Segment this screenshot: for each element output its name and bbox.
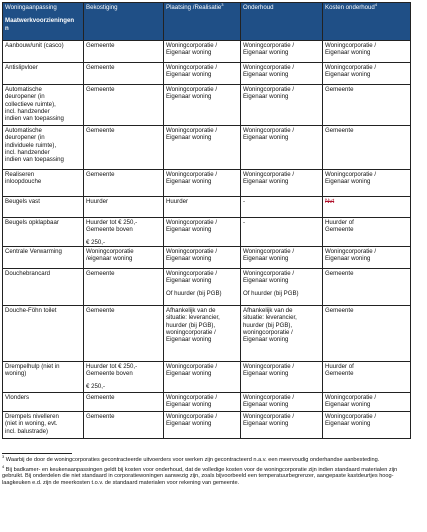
cell-text: Woningcorporatie / xyxy=(243,394,295,401)
cell-text: Eigenaar woning xyxy=(325,255,371,263)
cell-woningaanpassing xyxy=(3,63,84,85)
cell-text: Woningcorporatie / xyxy=(166,171,218,178)
cell-text: Eigenaar woning xyxy=(325,178,371,186)
cell-text: woningcorporatie / xyxy=(166,328,216,336)
cell-text: Eigenaar woning xyxy=(166,134,212,142)
cell-plaatsing xyxy=(164,362,241,393)
cell-text: Gemeente xyxy=(86,394,115,401)
table-row xyxy=(3,306,411,362)
cell-text: Gemeente xyxy=(86,64,115,71)
cell-plaatsing xyxy=(164,218,241,247)
cell-text: Gemeente xyxy=(325,127,354,134)
cell-woningaanpassing xyxy=(3,170,84,197)
cell-kosten-onderhoud xyxy=(323,269,411,306)
cell-text: Eigenaar woning xyxy=(243,49,289,57)
cell-bekostiging xyxy=(84,170,164,197)
table-row xyxy=(3,85,411,126)
cell-text: Afhankelijk van de xyxy=(166,307,216,314)
cell-text: Gemeente xyxy=(86,413,115,420)
cell-bekostiging xyxy=(84,63,164,85)
cell-plaatsing xyxy=(164,170,241,197)
header-label: Kosten onderhoud xyxy=(325,4,375,11)
cell-text: Drempelhulp (niet in xyxy=(5,363,60,370)
cell-text: Woningcorporatie / xyxy=(325,248,377,255)
header-text xyxy=(325,4,408,11)
footnote-ref: 4 xyxy=(374,2,378,7)
cell-plaatsing xyxy=(164,306,241,362)
cell-text: situatie: leverancier, xyxy=(243,314,297,322)
cell-text: Eigenaar woning xyxy=(325,71,371,79)
cell-onderhoud xyxy=(241,218,323,247)
maatwerk-table xyxy=(2,2,411,439)
header-bekostiging xyxy=(84,3,164,41)
cell-text: Realiseren xyxy=(5,171,35,178)
cell-text: Eigenaar woning xyxy=(325,49,371,57)
cell-kosten-onderhoud xyxy=(323,306,411,362)
cell-bekostiging xyxy=(84,393,164,412)
cell-text: Gemeente xyxy=(325,270,354,277)
cell-text: Woningcorporatie / xyxy=(166,219,218,226)
cell-text: Huurder xyxy=(166,198,189,205)
cell-text: inloopdouche xyxy=(5,178,42,186)
cell-onderhoud xyxy=(241,393,323,412)
cell-plaatsing xyxy=(164,197,241,218)
cell-text: € 250,- xyxy=(86,382,105,390)
cell-text: Woningcorporatie / xyxy=(325,64,377,71)
cell-plaatsing xyxy=(164,85,241,126)
cell-text: Eigenaar woning xyxy=(243,401,289,409)
cell-text: Woningcorporatie / xyxy=(166,413,218,420)
cell-text: Woningcorporatie / xyxy=(325,413,377,420)
cell-plaatsing xyxy=(164,41,241,63)
cell-text: Woningcorporatie / xyxy=(243,413,295,420)
cell-text: deuropener (in xyxy=(5,93,45,101)
cell-text: - xyxy=(243,219,246,226)
cell-woningaanpassing xyxy=(3,362,84,393)
table-row xyxy=(3,393,411,412)
footnote-separator xyxy=(2,453,72,454)
header-subtitle-line: Maatwerkvoorzieningen xyxy=(5,17,75,25)
cell-text: Eigenaar woning xyxy=(243,134,289,142)
table-row xyxy=(3,170,411,197)
cell-bekostiging xyxy=(84,412,164,439)
cell-woningaanpassing xyxy=(3,393,84,412)
cell-text: Woningcorporatie / xyxy=(166,394,218,401)
cell-text: Eigenaar woning xyxy=(166,255,212,263)
cell-text: Centrale Verwarming xyxy=(5,248,62,255)
cell-kosten-onderhoud xyxy=(323,85,411,126)
cell-text: Eigenaar woning xyxy=(166,71,212,79)
cell-text: Douche-Föhn toilet xyxy=(5,307,57,314)
cell-text: Gemeente boven xyxy=(86,226,133,234)
cell-woningaanpassing xyxy=(3,218,84,247)
header-plaatsing xyxy=(164,3,241,41)
cell-plaatsing xyxy=(164,126,241,170)
footnote xyxy=(2,454,414,464)
cell-text: Woningcorporatie / xyxy=(243,171,295,178)
cell-kosten-onderhoud xyxy=(323,126,411,170)
cell-text: woningcorporatie / xyxy=(243,328,293,336)
cell-text: Woningcorporatie / xyxy=(243,42,295,49)
cell-plaatsing xyxy=(164,393,241,412)
cell-text: Woningcorporatie / xyxy=(243,270,295,277)
cell-onderhoud xyxy=(241,63,323,85)
table-row xyxy=(3,218,411,247)
cell-text: Eigenaar woning xyxy=(166,178,212,186)
cell-text: Eigenaar woning xyxy=(325,420,371,428)
cell-text: Eigenaar woning xyxy=(243,93,289,101)
cell-text: incl. balustrade) xyxy=(5,427,49,435)
header-subtitle xyxy=(5,17,81,32)
cell-text: Aanbouw/unit (casco) xyxy=(5,42,64,49)
cell-bekostiging xyxy=(84,126,164,170)
cell-text: /eigenaar woning xyxy=(86,255,133,263)
cell-text: indien van toepassing xyxy=(5,156,64,164)
table-row xyxy=(3,197,411,218)
cell-text: Woningcorporatie / xyxy=(325,42,377,49)
cell-text: indien van toepassing xyxy=(5,115,64,123)
header-kosten-onderhoud xyxy=(323,3,411,41)
table-row xyxy=(3,63,411,85)
cell-kosten-onderhoud xyxy=(323,247,411,269)
footnote-text: Bij badkamer- en keukenaanpassingen geldt bij kosten voor onderhoud, dat de volledige kosten voor de woningcorporatie zijn indien standaard materialen zijn gebruikt. Bij onderdelen die niet standaard in corporatiewoningen aanwezig zijn, zoals bijvoorbeeld een temperatuurbegrenzer, aangepaste kastdeurtjes hoog-laagkeuken e.d. zijn de meerkosten t.o.v. de standaard materialen voor rekening van gemeente. xyxy=(2,466,398,486)
header-text xyxy=(166,4,238,11)
cell-bekostiging xyxy=(84,85,164,126)
cell-text: Huurder of xyxy=(325,219,354,226)
cell-text: Eigenaar woning xyxy=(166,226,212,234)
cell-text: Of huurder (bij PGB) xyxy=(243,289,299,297)
cell-bekostiging xyxy=(84,247,164,269)
cell-bekostiging xyxy=(84,306,164,362)
cell-onderhoud xyxy=(241,306,323,362)
cell-text: Huurder xyxy=(86,198,109,205)
cell-text: Woningcorporatie / xyxy=(325,171,377,178)
cell-kosten-onderhoud xyxy=(323,63,411,85)
cell-kosten-onderhoud xyxy=(323,412,411,439)
footnote xyxy=(2,463,414,487)
cell-plaatsing xyxy=(164,247,241,269)
header-subtitle-line: n xyxy=(5,24,9,32)
table-row xyxy=(3,269,411,306)
header-text: Onderhoud xyxy=(243,4,274,11)
cell-text: Woningcorporatie / xyxy=(166,127,218,134)
cell-text: Douchebrancard xyxy=(5,270,51,277)
cell-onderhoud xyxy=(241,85,323,126)
cell-text: Automatische xyxy=(5,127,42,134)
cell-text: Woningcorporatie / xyxy=(166,248,218,255)
cell-text: Eigenaar woning xyxy=(243,370,289,378)
cell-text: Woningcorporatie / xyxy=(166,64,218,71)
cell-text: Gemeente xyxy=(86,270,115,277)
cell-onderhoud xyxy=(241,170,323,197)
cell-text: Gemeente xyxy=(86,127,115,134)
cell-woningaanpassing xyxy=(3,41,84,63)
cell-text: Woningcorporatie / xyxy=(166,42,218,49)
cell-text: Woningcorporatie / xyxy=(243,248,295,255)
cell-text: Gemeente xyxy=(325,86,354,93)
cell-text: Eigenaar woning xyxy=(166,401,212,409)
cell-text: Eigenaar woning xyxy=(243,277,289,285)
cell-text: Eigenaar woning xyxy=(166,420,212,428)
cell-woningaanpassing xyxy=(3,247,84,269)
cell-text: Woningcorporatie / xyxy=(243,363,295,370)
cell-text: Eigenaar woning xyxy=(166,93,212,101)
cell-text: Gemeente xyxy=(86,42,115,49)
cell-text: Eigenaar woning xyxy=(166,336,212,344)
cell-onderhoud xyxy=(241,247,323,269)
cell-text: incl. handzender xyxy=(5,107,50,115)
cell-text: Drempels nivelleren xyxy=(5,413,59,420)
cell-text: incl. handzender xyxy=(5,148,50,156)
header-text: Bekostiging xyxy=(86,4,118,11)
header-woningaanpassing xyxy=(3,3,84,41)
cell-text: Woningcorporatie / xyxy=(166,363,218,370)
table-body xyxy=(3,41,411,439)
cell-text: Woningcorporatie / xyxy=(243,127,295,134)
cell-text: Woningcorporatie / xyxy=(243,86,295,93)
cell-onderhoud xyxy=(241,412,323,439)
cell-bekostiging xyxy=(84,218,164,247)
cell-text: Eigenaar woning xyxy=(166,49,212,57)
cell-text: Gemeente xyxy=(325,307,354,314)
cell-text: huurder (bij PGB), xyxy=(166,321,216,329)
cell-text: Woningcorporatie xyxy=(86,248,134,255)
table-row xyxy=(3,247,411,269)
table-row xyxy=(3,126,411,170)
cell-text: Woningcorporatie / xyxy=(166,86,218,93)
cell-text: individuele ruimte), xyxy=(5,141,57,149)
cell-text: Eigenaar woning xyxy=(243,255,289,263)
header-text: Woningaanpassing xyxy=(5,4,57,11)
cell-text: Eigenaar woning xyxy=(243,178,289,186)
cell-text: Eigenaar woning xyxy=(243,336,289,344)
cell-woningaanpassing xyxy=(3,197,84,218)
cell-text: - xyxy=(243,198,246,205)
footnote-text: Waarbij de door de woningcorporaties gecontracteerde uitvoerders voor werken zijn gecontracteerd n.a.v. een meervoudig onderhandse aanbesteding. xyxy=(5,457,380,463)
cell-kosten-onderhoud xyxy=(323,170,411,197)
cell-plaatsing xyxy=(164,269,241,306)
cell-text: € 250,- xyxy=(86,238,105,246)
cell-plaatsing xyxy=(164,412,241,439)
cell-text: Automatische xyxy=(5,86,42,93)
table-row xyxy=(3,412,411,439)
table-header xyxy=(3,3,411,41)
cell-text: Woningcorporatie / xyxy=(166,270,218,277)
cell-text: huurder (bij PGB), xyxy=(243,321,293,329)
cell-text: Eigenaar woning xyxy=(166,370,212,378)
cell-kosten-onderhoud xyxy=(323,393,411,412)
cell-text-struck: Nvt xyxy=(325,198,335,205)
table-row xyxy=(3,362,411,393)
cell-kosten-onderhoud xyxy=(323,197,411,218)
header-onderhoud xyxy=(241,3,323,41)
footnote-list xyxy=(2,454,414,486)
cell-plaatsing xyxy=(164,63,241,85)
table-row xyxy=(3,41,411,63)
cell-text: Afhankelijk van de xyxy=(243,307,293,314)
cell-onderhoud xyxy=(241,269,323,306)
cell-text: Eigenaar woning xyxy=(325,401,371,409)
cell-text: (niet in woning, evt. xyxy=(5,420,58,428)
cell-onderhoud xyxy=(241,362,323,393)
cell-bekostiging xyxy=(84,269,164,306)
cell-onderhoud xyxy=(241,197,323,218)
footnote-number: 4 xyxy=(2,463,5,469)
cell-text: collectieve ruimte), xyxy=(5,100,56,108)
cell-text: situatie: leverancier, xyxy=(166,314,220,322)
cell-text: Huurder tot € 250,- xyxy=(86,363,138,370)
cell-woningaanpassing xyxy=(3,306,84,362)
cell-text: Gemeente boven xyxy=(86,370,133,378)
cell-text: Gemeente xyxy=(86,171,115,178)
cell-woningaanpassing xyxy=(3,126,84,170)
cell-text: Gemeente xyxy=(86,86,115,93)
cell-text: Antislipvloer xyxy=(5,64,38,71)
cell-text: Gemeente xyxy=(325,226,354,234)
cell-text: Gemeente xyxy=(86,307,115,314)
cell-text: Gemeente xyxy=(325,370,354,378)
cell-kosten-onderhoud xyxy=(323,41,411,63)
cell-text: Of huurder (bij PGB) xyxy=(166,289,222,297)
cell-kosten-onderhoud xyxy=(323,362,411,393)
cell-text: Eigenaar woning xyxy=(243,420,289,428)
cell-onderhoud xyxy=(241,41,323,63)
cell-text: Beugels vast xyxy=(5,198,40,205)
footnote-number: 3 xyxy=(2,454,5,460)
cell-text: Woningcorporatie / xyxy=(325,394,377,401)
cell-text: Huurder tot € 250,- xyxy=(86,219,138,226)
cell-bekostiging xyxy=(84,197,164,218)
footnotes xyxy=(2,453,414,489)
cell-text: Huurder of xyxy=(325,363,354,370)
cell-text: Woningcorporatie / xyxy=(243,64,295,71)
cell-woningaanpassing xyxy=(3,85,84,126)
cell-text: Vlonders xyxy=(5,394,30,401)
cell-text: Beugels opklapbaar xyxy=(5,219,59,226)
cell-bekostiging xyxy=(84,362,164,393)
cell-text: woning) xyxy=(5,370,27,378)
cell-onderhoud xyxy=(241,126,323,170)
cell-text: Eigenaar woning xyxy=(166,277,212,285)
header-label: Plaatsing /Realisatie xyxy=(166,4,222,11)
cell-woningaanpassing xyxy=(3,269,84,306)
cell-text: deuropener (in xyxy=(5,134,45,142)
footnote-ref: 3 xyxy=(221,2,224,7)
cell-kosten-onderhoud xyxy=(323,218,411,247)
cell-bekostiging xyxy=(84,41,164,63)
cell-text: Eigenaar woning xyxy=(243,71,289,79)
cell-woningaanpassing xyxy=(3,412,84,439)
